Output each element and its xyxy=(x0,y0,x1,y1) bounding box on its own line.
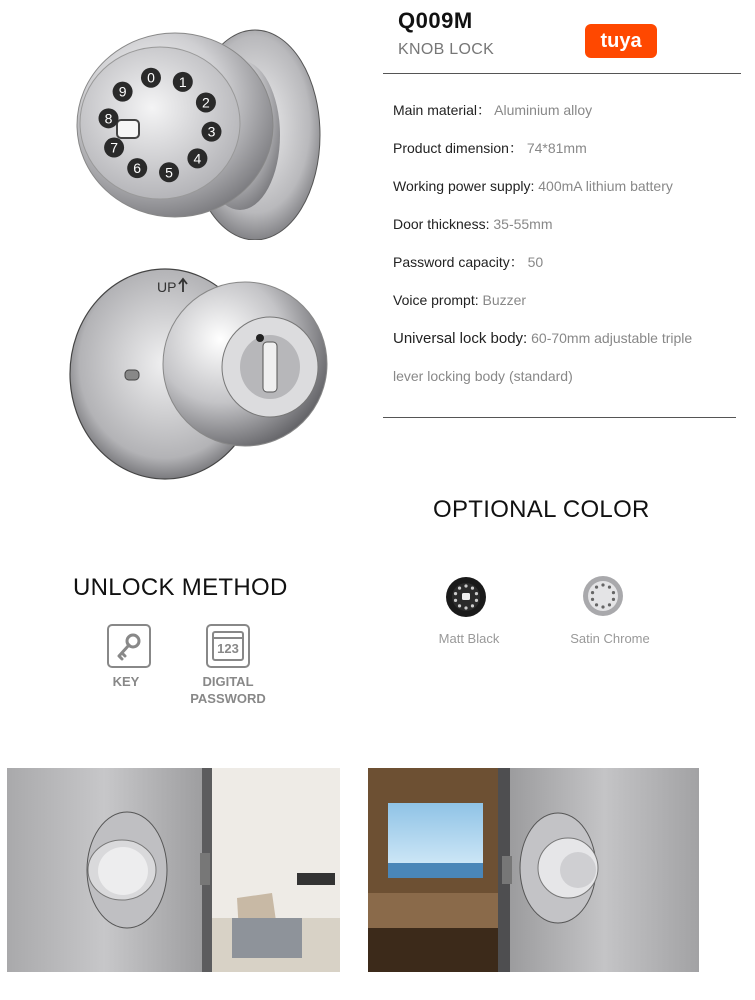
swatch-key-dot xyxy=(612,598,615,601)
swatch-key-dot xyxy=(612,591,615,594)
color-label-black: Matt Black xyxy=(438,631,500,646)
spec-row: Main material： Aluminium alloy xyxy=(393,102,593,118)
product-type: KNOB LOCK xyxy=(398,41,495,58)
swatch-key-dot xyxy=(458,604,461,607)
keypad-digit: 4 xyxy=(193,150,202,167)
color-swatch-black[interactable] xyxy=(445,576,487,618)
unlock-key-label: KEY xyxy=(112,674,140,689)
swatch-key-dot xyxy=(595,586,598,589)
spec-row: Product dimension： 74*81mm xyxy=(393,140,587,156)
keypad-digit: 3 xyxy=(207,123,216,140)
color-swatch-chrome[interactable] xyxy=(582,575,624,617)
swatch-key-dot xyxy=(475,599,478,602)
swatch-key-dot xyxy=(601,583,604,586)
keypad-digit: 2 xyxy=(202,94,210,111)
swatch-key-dot xyxy=(454,599,457,602)
keypad-digit: 7 xyxy=(110,139,118,156)
knob-front-image xyxy=(65,25,335,240)
keypad-digit: 8 xyxy=(104,110,113,127)
spec-list xyxy=(393,96,743,400)
swatch-key-dot xyxy=(591,598,594,601)
spec-row: Voice prompt: Buzzer xyxy=(393,292,527,308)
key-icon xyxy=(107,624,151,668)
swatch-key-dot xyxy=(475,592,478,595)
installed-front-photo xyxy=(7,768,340,972)
tuya-logo xyxy=(585,24,657,58)
swatch-key-dot xyxy=(608,586,611,589)
swatch-key-dot xyxy=(595,603,598,606)
up-mark: UP xyxy=(157,279,177,295)
keypad-digit: 0 xyxy=(147,69,155,86)
spec-row: Working power supply: 400mA lithium battery xyxy=(393,178,673,194)
keypad-digit: 1 xyxy=(178,73,187,90)
swatch-key-dot xyxy=(458,587,461,590)
swatch-key-dot xyxy=(464,606,467,609)
knob-back-image xyxy=(65,262,335,487)
unlock-password-label: DIGITAL PASSWORD xyxy=(190,674,266,706)
swatch-key-dot xyxy=(591,591,594,594)
optional-color-title: OPTIONAL COLOR xyxy=(433,496,650,523)
unlock-method-title: UNLOCK METHOD xyxy=(73,574,288,601)
swatch-key-dot xyxy=(464,584,467,587)
keypad-digit: 6 xyxy=(133,160,142,177)
digital-password-icon xyxy=(206,624,250,668)
swatch-key-dot xyxy=(608,603,611,606)
spec-divider xyxy=(383,417,736,418)
color-label-chrome: Satin Chrome xyxy=(570,631,650,646)
header-divider xyxy=(383,73,741,74)
swatch-key-dot xyxy=(601,605,604,608)
keypad-digit: 9 xyxy=(118,83,127,100)
spec-row: lever locking body (standard) xyxy=(393,368,573,384)
spec-row: Door thickness: 35-55mm xyxy=(393,216,553,232)
spec-row: Universal lock body: 60-70mm adjustable triple xyxy=(393,330,693,347)
installed-back-photo xyxy=(368,768,699,972)
keypad-digit: 5 xyxy=(165,164,173,181)
product-model: Q009M xyxy=(398,8,473,33)
swatch-key-dot xyxy=(454,592,457,595)
tuya-logo-text: tuya xyxy=(600,29,642,52)
swatch-key-dot xyxy=(471,587,474,590)
swatch-key-dot xyxy=(471,604,474,607)
digital-password-icon-text: 123 xyxy=(217,641,239,656)
spec-row: Password capacity： 50 xyxy=(393,254,544,270)
